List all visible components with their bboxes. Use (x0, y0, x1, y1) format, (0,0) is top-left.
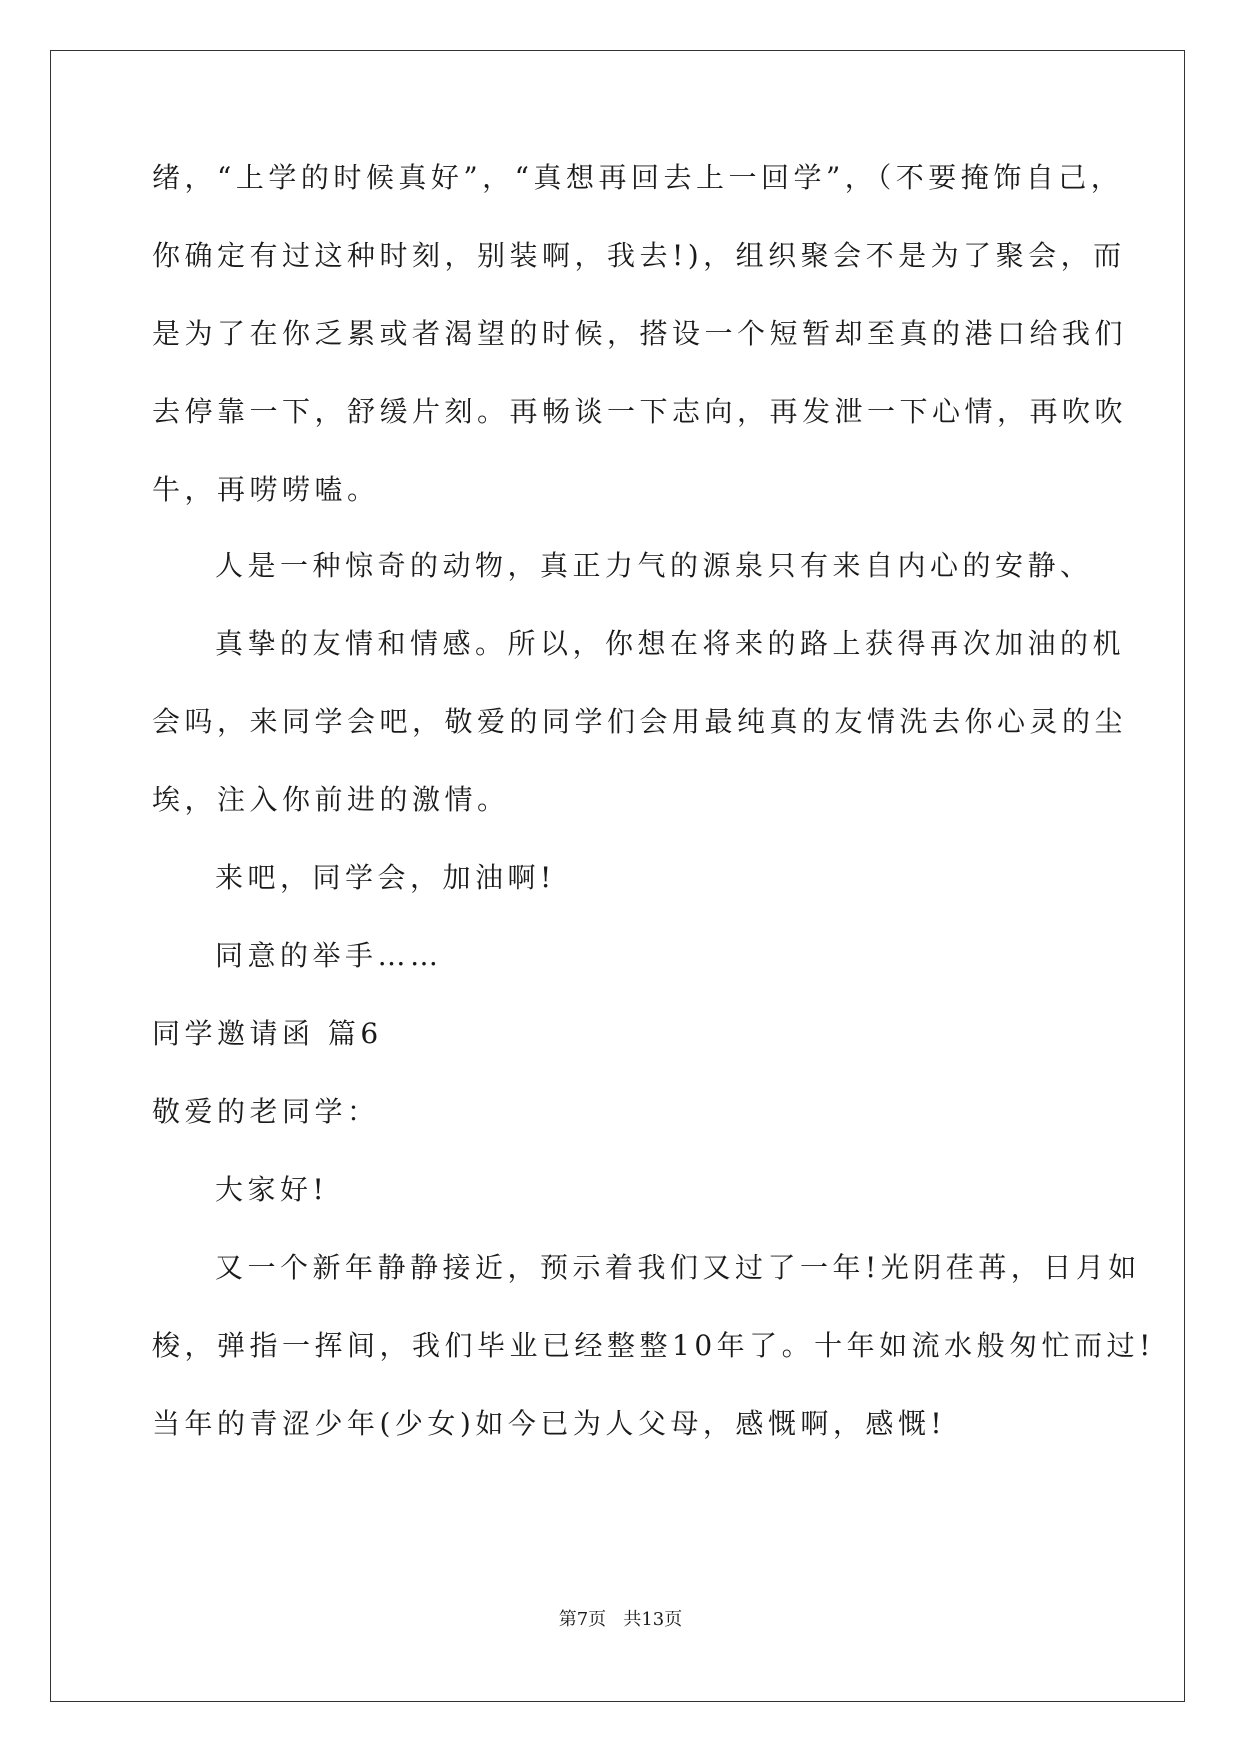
paragraph-line: 梭，弹指一挥间，我们毕业已经整整10年了。十年如流水般匆忙而过! (152, 1329, 1155, 1362)
paragraph-line: 来吧，同学会，加油啊! (215, 861, 556, 894)
page-number-footer: 第7页 共13页 (558, 1609, 683, 1630)
paragraph-line: 牛，再唠唠嗑。 (152, 473, 380, 506)
paragraph-line: 人是一种惊奇的动物，真正力气的源泉只有来自内心的安静、 (215, 549, 1093, 582)
paragraph-line: 又一个新年静静接近，预示着我们又过了一年!光阴荏苒，日月如 (215, 1251, 1141, 1284)
paragraph-line: 是为了在你乏累或者渴望的时候，搭设一个短暂却至真的港口给我们 (152, 317, 1128, 350)
paragraph-line: 你确定有过这种时刻，别装啊，我去!)，组织聚会不是为了聚会，而 (152, 239, 1126, 272)
paragraph-line: 同意的举手…… (215, 939, 443, 972)
section-heading: 同学邀请函 篇6 (152, 1017, 383, 1050)
paragraph-line: 埃，注入你前进的激情。 (152, 783, 510, 816)
salutation: 敬爱的老同学： (152, 1095, 380, 1128)
paragraph-line: 真挚的友情和情感。所以，你想在将来的路上获得再次加油的机 (215, 627, 1126, 660)
paragraph-line: 绪，“上学的时候真好”，“真想再回去上一回学”，（不要掩饰自己， (152, 161, 1124, 194)
paragraph-line: 当年的青涩少年(少女)如今已为人父母，感慨啊，感慨! (152, 1407, 947, 1440)
greeting: 大家好! (215, 1173, 329, 1206)
paragraph-line: 会吗，来同学会吧，敬爱的同学们会用最纯真的友情洗去你心灵的尘 (152, 705, 1128, 738)
paragraph-line: 去停靠一下，舒缓片刻。再畅谈一下志向，再发泄一下心情，再吹吹 (152, 395, 1128, 428)
